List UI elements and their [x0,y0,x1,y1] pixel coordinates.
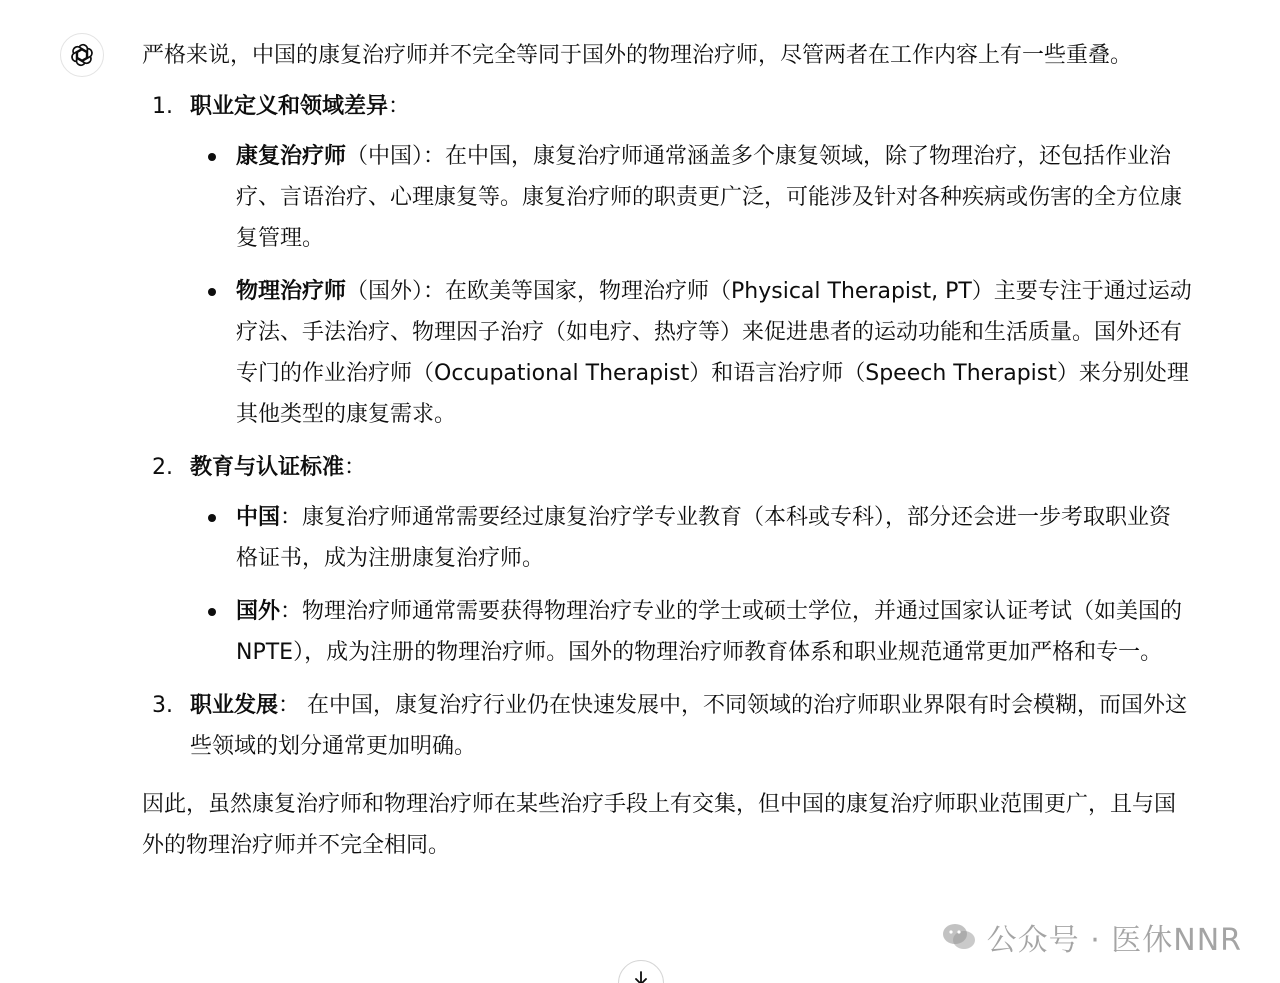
bullet-list [190,497,1192,673]
section-title: 职业定义和领域差异 [190,94,389,119]
arrow-down-icon [632,969,650,983]
bullet-bold: 物理治疗师 [236,279,347,304]
list-item-1 [142,86,1192,435]
bullet-text: （中国）：在中国，康复治疗师通常涵盖多个康复领域，除了物理治疗，还包括作业治疗、言语治疗、心理康复等。康复治疗师的职责更广泛，可能涉及针对各种疾病或伤害的全方位康复管理。 [236,144,1183,251]
bullet-bold: 中国 [236,505,281,530]
section-text: 在中国，康复治疗行业仍在快速发展中，不同领域的治疗师职业界限有时会模糊，而国外这些领域的划分通常更加明确。 [190,693,1188,759]
list-number: 3. [152,693,173,718]
list-item-2 [142,447,1192,673]
section-colon: ： [278,693,301,718]
list-number: 2. [152,455,173,480]
assistant-avatar [60,33,104,77]
bullet-list [190,136,1192,435]
list-number: 1. [152,94,173,119]
bullet-bold: 康复治疗师 [236,144,347,169]
section-colon: ： [388,94,411,119]
bullet-dot [208,514,216,522]
bullet-dot [208,288,216,296]
bullet-bold: 国外 [236,599,281,624]
bullet-item [236,591,1192,673]
bullet-item [236,271,1192,435]
ordered-list [142,86,1192,767]
section-title: 职业发展 [190,693,279,718]
assistant-message [142,35,1192,866]
bullet-item [236,136,1192,259]
watermark-text: 公众号 · 医休NNR [986,923,1242,958]
watermark [941,915,1242,959]
bullet-text: ：物理治疗师通常需要获得物理治疗专业的学士或硕士学位，并通过国家认证考试（如美国的NPTE），成为注册的物理治疗师。国外的物理治疗师教育体系和职业规范通常更加严格和专一。 [236,599,1183,665]
conclusion-paragraph: 因此，虽然康复治疗师和物理治疗师在某些治疗手段上有交集，但中国的康复治疗师职业范围更广，且与国外的物理治疗师并不完全相同。 [142,792,1177,858]
intro-paragraph: 严格来说，中国的康复治疗师并不完全等同于国外的物理治疗师，尽管两者在工作内容上有一些重叠。 [142,43,1133,68]
section-title: 教育与认证标准 [190,455,345,480]
wechat-icon [941,921,977,953]
list-item-3 [142,685,1192,767]
bullet-text: （国外）：在欧美等国家，物理治疗师（Physical Therapist, PT）主要专注于通过运动疗法、手法治疗、物理因子治疗（如电疗、热疗等）来促进患者的运动功能和生活质量。国外还有专门的作业治疗师（Occupational Therapist）和语言治疗师（Speech Therapist）来分别处理其他类型的康复需求。 [236,279,1192,427]
section-colon: ： [344,455,367,480]
bullet-item [236,497,1192,579]
bullet-dot [208,608,216,616]
bullet-text: ：康复治疗师通常需要经过康复治疗学专业教育（本科或专科），部分还会进一步考取职业资格证书，成为注册康复治疗师。 [236,505,1172,571]
bullet-dot [208,153,216,161]
scroll-to-bottom-button[interactable] [618,960,664,983]
chatgpt-logo-icon [68,41,96,69]
